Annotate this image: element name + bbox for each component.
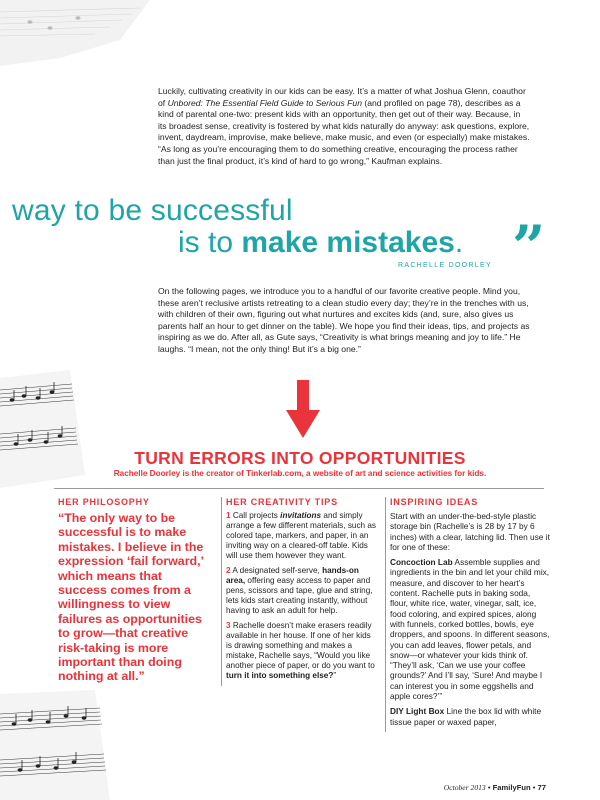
body-paragraph: On the following pages, we introduce you to a handful of our favorite creative people. Mind you, these aren’t reclusive artists retreating to a clean studio every day; they’re in the trenches with us, with children of their own, figuring out what nurtures and excites kids (and, sure, also gives us parents half an hour to get dinner on the table). We hope you find their ideas, tips, and projects as inspiring as we do. After all, as Gute says, “Creativity is what brings meaning and joy to life.” He laughs. “I mean, not the only thing! But it’s a big one.” (158, 286, 530, 354)
down-arrow-icon (286, 380, 320, 438)
tip-text: Call projects (232, 511, 281, 520)
intro-text-end: (and profiled on page 78), describes as a kind of parental one-two: present kids with an opportunity, then get out of their way. Because, in its broadest sense, creativity is fostered by what kids naturally do anyway: ask questions, explore, invent, daydream, improvise, make believe, make music, and even (or especially) make mistakes. “As long as you’re encouraging them to do something creative, encouraging the process rather than just the final product, it’s kind of hard to go wrong,” Kaufman explains. (158, 97, 530, 166)
pull-quote-emphasis: make mistakes (241, 226, 455, 259)
philosophy-column (58, 497, 206, 684)
tip-emphasis: turn it into something else? (226, 671, 334, 680)
tip-number: 2 (226, 566, 231, 575)
page-folio (444, 783, 546, 792)
tip-item (226, 566, 378, 616)
tip-item (226, 511, 378, 561)
section-subhead: Rachelle Doorley is the creator of Tinkerlab.com, a website of art and science activities for kids. (113, 469, 487, 478)
intro-paragraph (158, 86, 530, 167)
ideas-column (385, 497, 550, 732)
tip-text: Rachelle doesn’t make erasers readily available in her house. If one of her kids is drawing something and makes a mistake, Rachelle says, “Would you like another piece of paper, or do you want to (226, 621, 375, 670)
ideas-intro: Start with an under-the-bed-style plastic storage bin (Rachelle’s is 28 by 17 by 6 inches) with a clear, latching lid. Then use it for one of these: (390, 511, 550, 552)
idea-title: DIY Light Box (390, 706, 445, 717)
page-number: 77 (537, 783, 546, 792)
philosophy-heading: HER PHILOSOPHY (58, 497, 150, 507)
tips-heading: HER CREATIVITY TIPS (226, 497, 338, 507)
tip-text: A designated self-serve, (232, 566, 323, 575)
folio-bullet: • (487, 783, 491, 792)
idea-text: Line the box lid with white tissue paper or waxed paper, (390, 706, 542, 727)
pull-quote-line-2 (178, 228, 463, 258)
closing-quote-mark: ” (512, 213, 546, 281)
tip-text: offering easy access to paper and pens, scissors and tape, glue and string, lets kids start creating instantly, without having to ask an adult for help. (226, 576, 373, 615)
issue-date: October 2013 (443, 783, 486, 792)
idea-item (390, 706, 550, 727)
tips-column (221, 497, 378, 686)
sheet-music-scrap-decoration (0, 0, 160, 75)
intro-text-start: Luckily, cultivating creativity in our kids can be easy. It’s a matter of what Joshua Glenn, coauthor of (158, 86, 526, 108)
sheet-music-scrap-decoration (0, 690, 110, 800)
tip-text: ” (333, 671, 337, 680)
magazine-name: FamilyFun (492, 783, 531, 792)
book-title: Unbored: The Essential Field Guide to Serious Fun (167, 97, 362, 108)
pull-quote-attribution: RACHELLE DOORLEY (398, 262, 492, 269)
tip-item (226, 621, 378, 681)
pull-quote-plain: is to (178, 226, 242, 259)
tip-number: 3 (226, 621, 231, 630)
section-headline: TURN ERRORS INTO OPPORTUNITIES (134, 448, 466, 468)
ideas-heading: INSPIRING IDEAS (390, 497, 479, 507)
philosophy-quote: “The only way to be successful is to make mistakes. I believe in the expression ‘fail forward,’ which means that success comes from a willingness to view failures as opportunities to grow—that creative risk-taking is more important than doing nothing at all.” (58, 511, 204, 684)
pull-quote-period: . (454, 226, 464, 259)
idea-item (390, 557, 550, 701)
idea-title: Concoction Lab (390, 557, 453, 568)
tip-emphasis: invitations (280, 511, 322, 520)
tip-number: 1 (226, 511, 231, 520)
idea-text: Assemble supplies and ingredients in the bin and let your child mix, measure, and discover to her heart’s content. Rachelle puts in baking soda, flour, white rice, water, vinegar, salt, ice, food coloring, and expired spices, along with funnels, corked bottles, bowls, eye droppers, and spoons. In different seasons, you can add leaves, flower petals, and snow—or whatever your kids think of. “They’ll ask, ‘Can we use your coffee grounds?’ And I’ll say, ‘Sure! And maybe I can interest you in some eggshells and apple cores?’” (390, 557, 550, 702)
tip-emphasis: hands-on area, (226, 566, 359, 585)
pull-quote-line-1: way to be successful (12, 194, 293, 227)
section-divider (54, 488, 544, 489)
folio-bullet: • (532, 783, 536, 792)
tip-text: and simply arrange a few different materials, such as colored tape, markers, and paper, in an inviting way on a cleared-off table. Kids will use them however they want. (226, 511, 377, 560)
